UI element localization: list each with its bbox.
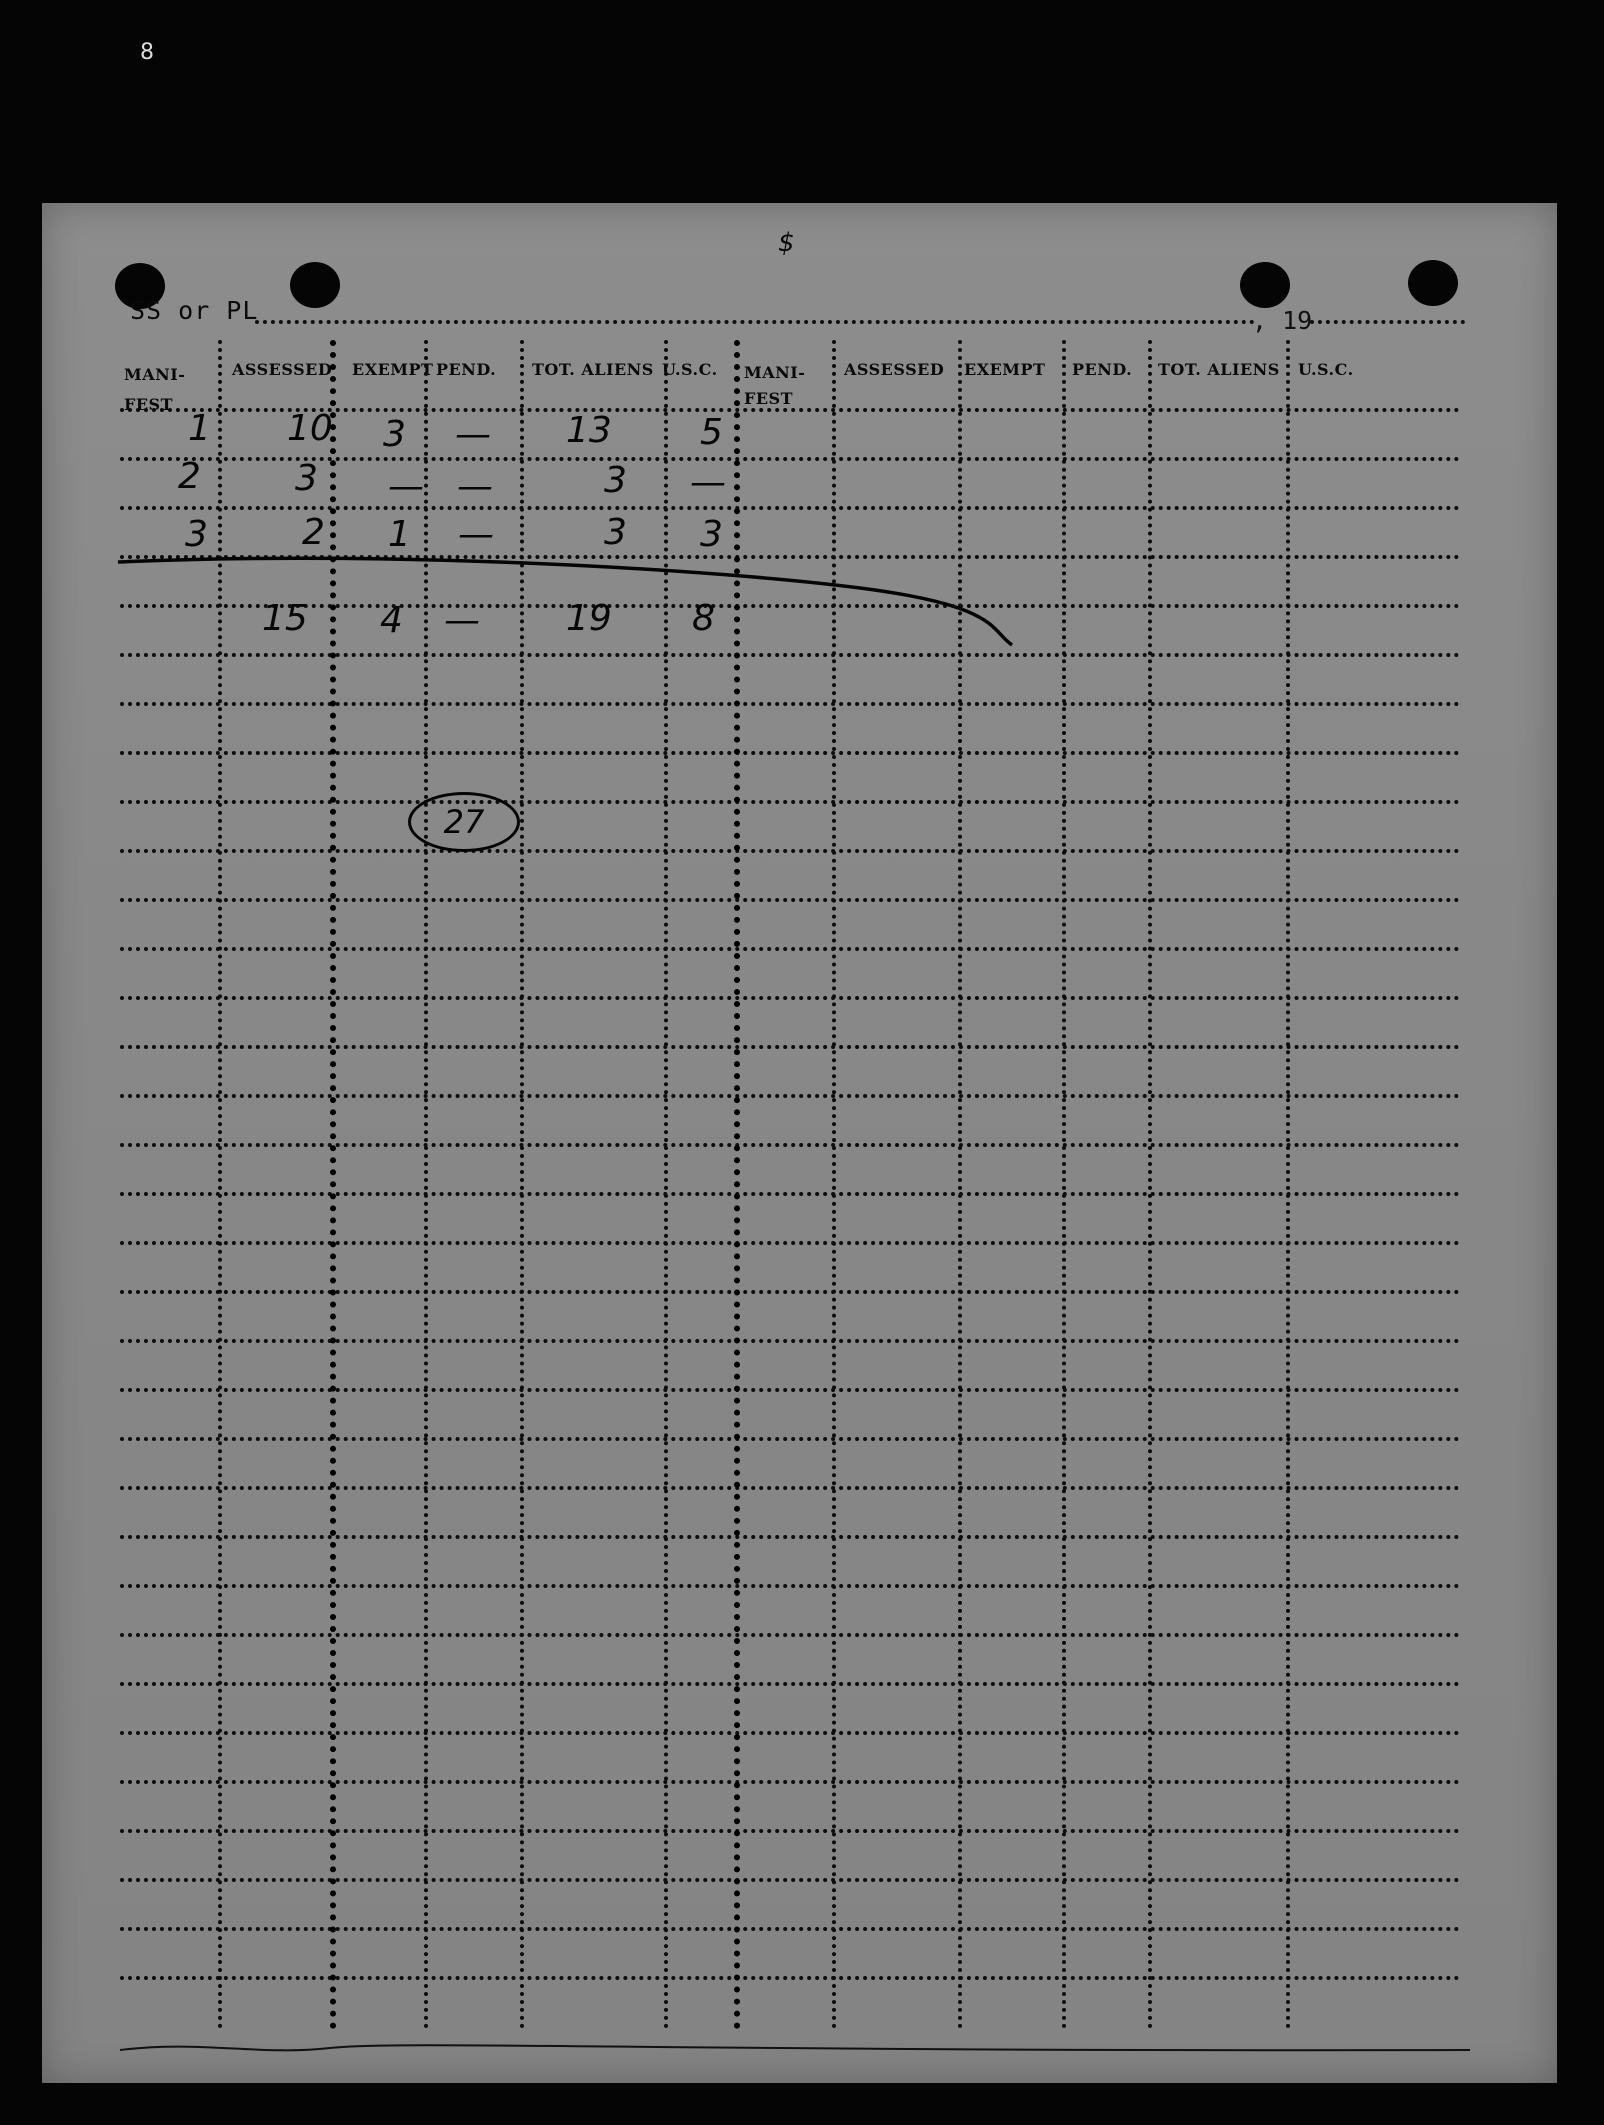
header-exempt: EXEMPT: [352, 360, 434, 379]
entry-1-manifest: 1: [188, 408, 211, 449]
entry-2-pend: —: [457, 466, 493, 507]
entry-2-exempt: —: [388, 466, 424, 507]
year-label: , 19: [1252, 306, 1313, 335]
header-pend-2: PEND.: [1072, 360, 1133, 379]
entry-3-tot-aliens: 3: [604, 512, 627, 553]
entry-2-tot-aliens: 3: [604, 460, 627, 501]
top-mark: $: [778, 228, 795, 258]
entry-1-pend: —: [455, 414, 491, 455]
header-assessed: ASSESSED: [232, 360, 333, 379]
entry-2-usc: —: [690, 462, 726, 503]
total-assessed: 15: [262, 598, 308, 639]
entry-3-usc: 3: [700, 514, 723, 555]
total-underline-stroke: [118, 558, 1012, 645]
entry-1-tot-aliens: 13: [566, 410, 612, 451]
header-tot-aliens: TOT. ALIENS: [532, 360, 654, 379]
entry-1-usc: 5: [700, 412, 723, 453]
header-usc-2: U.S.C.: [1298, 360, 1354, 379]
grand-total-circled: 27: [408, 792, 520, 852]
entry-2-manifest: 2: [178, 456, 201, 497]
total-usc: 8: [692, 598, 715, 639]
header-manifest-2: MANI- FEST: [744, 363, 806, 408]
corner-mark: 8: [140, 40, 154, 65]
header-pend: PEND.: [436, 360, 497, 379]
entry-3-exempt: 1: [388, 514, 411, 555]
entry-3-manifest: 3: [185, 514, 208, 555]
total-exempt: 4: [380, 600, 403, 641]
header-manifest: MANI- FEST: [124, 365, 186, 414]
header-assessed-2: ASSESSED: [844, 360, 945, 379]
header-usc: U.S.C.: [662, 360, 718, 379]
total-tot-aliens: 19: [566, 598, 612, 639]
entry-2-assessed: 3: [295, 458, 318, 499]
entry-3-pend: —: [458, 514, 494, 555]
total-pend: —: [444, 600, 480, 641]
header-tot-aliens-2: TOT. ALIENS: [1158, 360, 1280, 379]
header-exempt-2: EXEMPT: [964, 360, 1046, 379]
form-title: SS or PL: [130, 296, 259, 325]
entry-3-assessed: 2: [302, 512, 325, 553]
bottom-wavy-stroke: [120, 2045, 1470, 2050]
entry-1-exempt: 3: [383, 414, 406, 455]
entry-1-assessed: 10: [287, 408, 333, 449]
